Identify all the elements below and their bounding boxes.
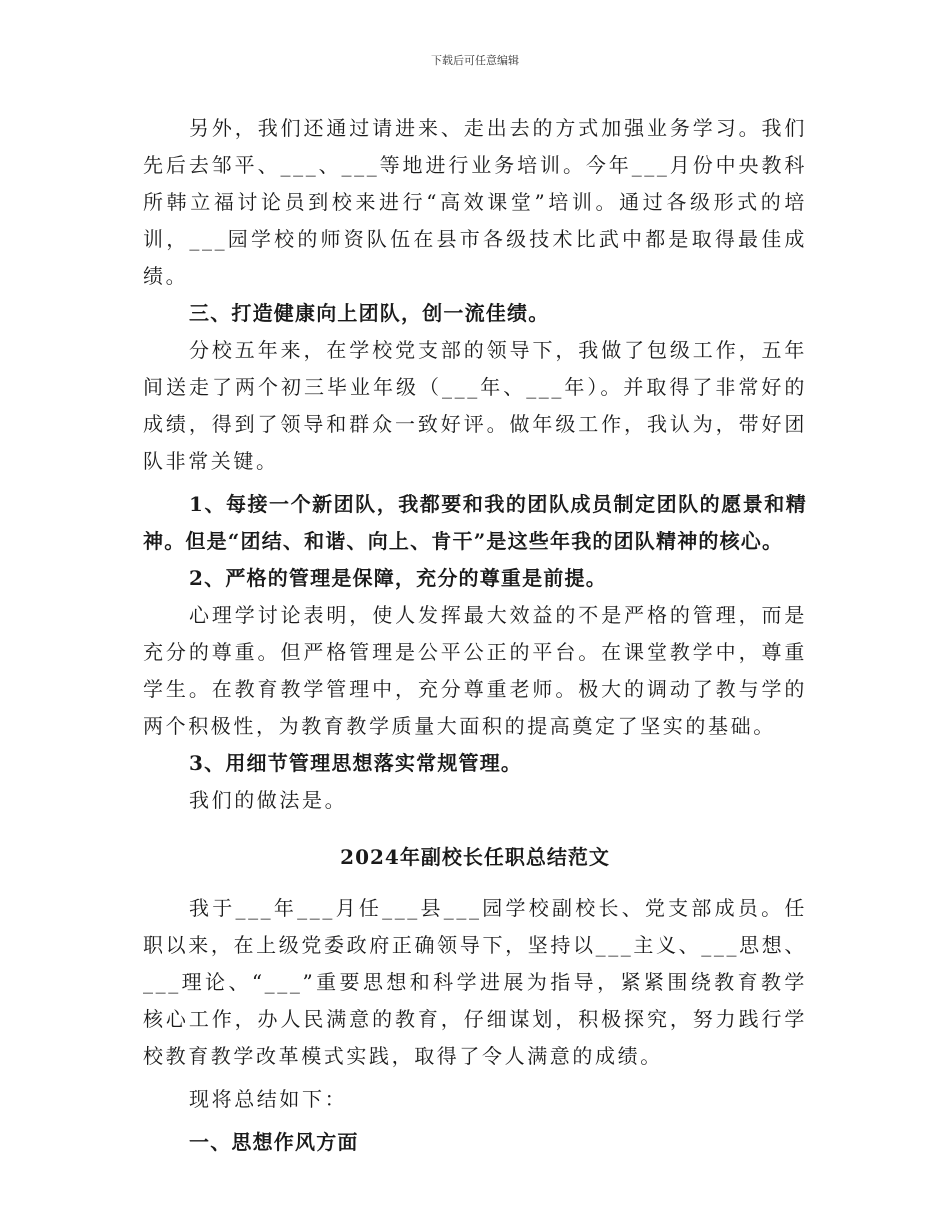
point-3-detail-management: 3、用细节管理思想落实常规管理。 [189, 751, 523, 775]
page-header: 下载后可任意编辑 [431, 54, 519, 67]
section-heading-team: 三、打造健康向上团队，创一流佳绩。 [189, 301, 550, 325]
paragraph-summary-lead: 现将总结如下： [189, 1087, 348, 1111]
point-1-team-vision: 1、每接一个新团队，我都要和我的团队成员制定团队的愿景和精神。但是“团结、和谐、向上、肯干”是这些年我的团队精神的核心。 [143, 492, 807, 553]
document-title: 2024年副校长任职总结范文 [340, 845, 610, 869]
paragraph-intro: 我于___年___月任___县___园学校副校长、党支部成员。任职以来，在上级党委政府正确领导下，坚持以___主义、___思想、___理论、“___”重要思想和科学进展为指导，紧紧围绕教育教学核心工作，办人民满意的教育，仔细谋划，积极探究，努力践行学校教育教学改革模式实践，取得了令人满意的成绩。 [143, 896, 807, 1068]
paragraph-grade-work: 分校五年来，在学校党支部的领导下，我做了包级工作，五年间送走了两个初三毕业年级（___年、___年）。并取得了非常好的成绩，得到了领导和群众一致好评。做年级工作，我认为，带好团队非常关键。 [143, 338, 807, 473]
point-2-management: 2、严格的管理是保障，充分的尊重是前提。 [189, 566, 607, 590]
paragraph-training: 另外，我们还通过请进来、走出去的方式加强业务学习。我们先后去邹平、___、___等地进行业务培训。今年___月份中央教科所韩立福讨论员到校来进行“高效课堂”培训。通过各级形式的培训，___园学校的师资队伍在县市各级技术比武中都是取得最佳成绩。 [143, 116, 807, 288]
section-heading-ideology: 一、思想作风方面 [189, 1130, 359, 1154]
document-body [143, 110, 807, 1161]
paragraph-respect: 心理学讨论表明，使人发挥最大效益的不是严格的管理，而是充分的尊重。但严格管理是公平公正的平台。在课堂教学中，尊重学生。在教育教学管理中，充分尊重老师。极大的调动了教与学的两个积极性，为教育教学质量大面积的提高奠定了坚实的基础。 [143, 603, 807, 738]
paragraph-methods: 我们的做法是。 [189, 788, 348, 812]
